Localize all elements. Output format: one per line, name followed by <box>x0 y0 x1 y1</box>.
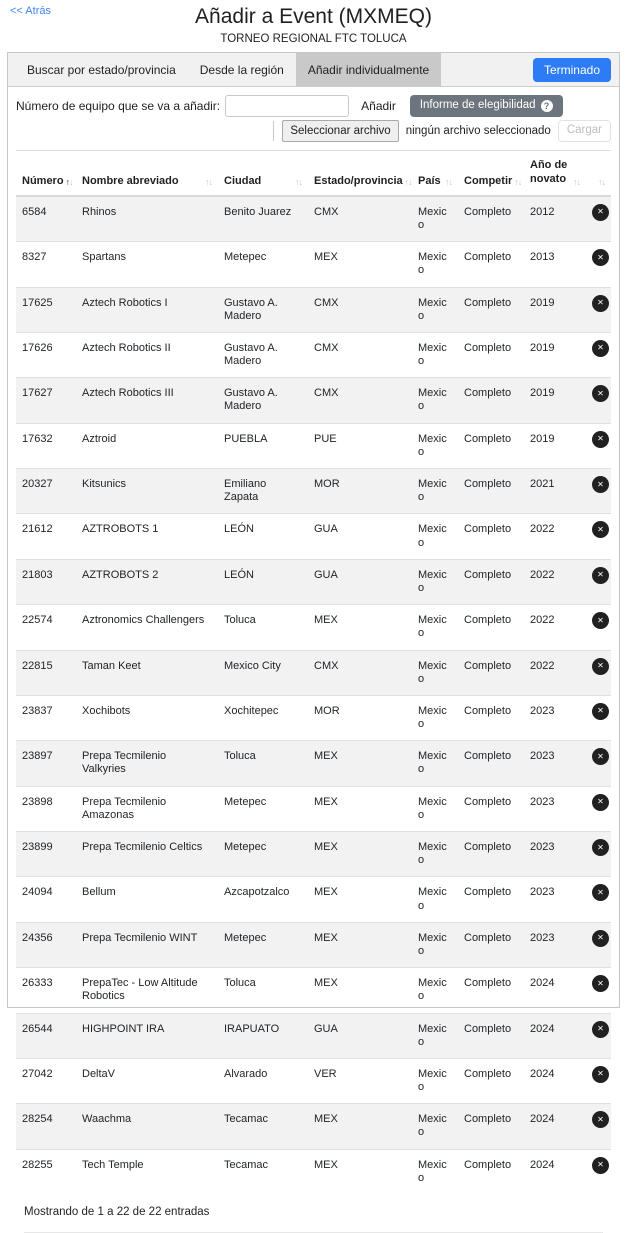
team-name-cell: Prepa Tecmilenio Valkyries <box>76 741 218 786</box>
remove-cell <box>586 922 611 967</box>
team-city-cell: Gustavo A. Madero <box>218 332 308 377</box>
remove-team-button[interactable]: ✕ <box>592 521 609 538</box>
remove-cell <box>586 1058 611 1103</box>
page-title: Añadir a Event (MXMEQ) <box>195 5 432 28</box>
team-state-cell: MEX <box>308 1104 412 1149</box>
team-city-cell: Toluca <box>218 741 308 786</box>
team-number-cell: 23837 <box>16 695 76 740</box>
team-city-cell: Toluca <box>218 968 308 1013</box>
team-country-cell: Mexico <box>412 1149 458 1194</box>
remove-cell <box>586 832 611 877</box>
team-state-cell: CMX <box>308 196 412 242</box>
team-state-cell: CMX <box>308 332 412 377</box>
remove-team-button[interactable]: ✕ <box>592 794 609 811</box>
team-number-cell: 22574 <box>16 605 76 650</box>
team-state-cell: MEX <box>308 832 412 877</box>
team-city-cell: Gustavo A. Madero <box>218 287 308 332</box>
team-number-cell: 22815 <box>16 650 76 695</box>
remove-team-button[interactable]: ✕ <box>592 612 609 629</box>
team-row <box>16 605 611 650</box>
team-row <box>16 242 611 287</box>
team-rookie-year-cell: 2024 <box>524 1058 586 1103</box>
page-header <box>0 0 627 45</box>
team-state-cell: PUE <box>308 423 412 468</box>
team-rookie-year-cell: 2023 <box>524 922 586 967</box>
team-row <box>16 469 611 514</box>
team-number-cell: 8327 <box>16 242 76 287</box>
team-state-cell: CMX <box>308 650 412 695</box>
team-country-cell: Mexico <box>412 922 458 967</box>
team-row <box>16 196 611 242</box>
team-city-cell: Tecamac <box>218 1149 308 1194</box>
team-number-cell: 23899 <box>16 832 76 877</box>
team-state-cell: MEX <box>308 786 412 831</box>
team-country-cell: Mexico <box>412 242 458 287</box>
team-rookie-year-cell: 2023 <box>524 695 586 740</box>
column-header-rookie-year[interactable] <box>524 151 586 196</box>
team-rookie-year-cell: 2024 <box>524 1013 586 1058</box>
remove-team-button[interactable]: ✕ <box>592 340 609 357</box>
remove-cell <box>586 650 611 695</box>
teams-table <box>16 150 611 1194</box>
remove-team-button[interactable]: ✕ <box>592 975 609 992</box>
column-label: Ciudad <box>224 174 262 187</box>
team-number-cell: 21803 <box>16 559 76 604</box>
team-rookie-year-cell: 2021 <box>524 469 586 514</box>
team-rookie-year-cell: 2023 <box>524 786 586 831</box>
remove-team-button[interactable]: ✕ <box>592 204 609 221</box>
vertical-divider <box>273 121 274 141</box>
tab-bar <box>8 53 619 87</box>
team-name-cell: Prepa Tecmilenio Amazonas <box>76 786 218 831</box>
team-country-cell: Mexico <box>412 877 458 922</box>
team-row <box>16 832 611 877</box>
team-name-cell: Aztronomics Challengers <box>76 605 218 650</box>
team-number-cell: 26544 <box>16 1013 76 1058</box>
team-state-cell: CMX <box>308 287 412 332</box>
team-state-cell: MEX <box>308 1149 412 1194</box>
team-number-cell: 24094 <box>16 877 76 922</box>
eligibility-report-button[interactable] <box>410 95 563 117</box>
column-header-name[interactable] <box>76 151 218 196</box>
remove-cell <box>586 1013 611 1058</box>
remove-cell <box>586 423 611 468</box>
remove-team-button[interactable]: ✕ <box>592 1066 609 1083</box>
team-compete-cell: Completo <box>458 514 524 559</box>
remove-cell <box>586 741 611 786</box>
team-country-cell: Mexico <box>412 332 458 377</box>
column-header-city[interactable] <box>218 151 308 196</box>
remove-team-button[interactable]: ✕ <box>592 884 609 901</box>
team-city-cell: Tecamac <box>218 1104 308 1149</box>
remove-cell <box>586 287 611 332</box>
remove-cell <box>586 514 611 559</box>
remove-team-button[interactable]: ✕ <box>592 839 609 856</box>
team-compete-cell: Completo <box>458 423 524 468</box>
column-header-actions[interactable] <box>586 151 611 196</box>
event-name-subtitle: TORNEO REGIONAL FTC TOLUCA <box>220 33 407 46</box>
team-country-cell: Mexico <box>412 1104 458 1149</box>
back-link[interactable]: << Atrás <box>10 5 51 17</box>
remove-team-button[interactable]: ✕ <box>592 930 609 947</box>
team-city-cell: Metepec <box>218 786 308 831</box>
team-country-cell: Mexico <box>412 832 458 877</box>
team-number-cell: 17625 <box>16 287 76 332</box>
team-city-cell: Azcapotzalco <box>218 877 308 922</box>
team-name-cell: Tech Temple <box>76 1149 218 1194</box>
sort-arrows-icon: ↑↓ <box>598 176 605 187</box>
tab-add-individually[interactable]: Añadir individualmente <box>296 53 441 86</box>
team-name-cell: AZTROBOTS 2 <box>76 559 218 604</box>
team-number-cell: 27042 <box>16 1058 76 1103</box>
team-row <box>16 1149 611 1194</box>
team-compete-cell: Completo <box>458 1149 524 1194</box>
team-country-cell: Mexico <box>412 559 458 604</box>
remove-team-button[interactable]: ✕ <box>592 476 609 493</box>
team-number-label: Número de equipo que se va a añadir: <box>16 99 221 114</box>
team-city-cell: Metepec <box>218 242 308 287</box>
team-name-cell: Kitsunics <box>76 469 218 514</box>
tab-search-by-state[interactable]: Buscar por estado/provincia <box>27 62 176 77</box>
team-number-cell: 23898 <box>16 786 76 831</box>
team-name-cell: Aztech Robotics I <box>76 287 218 332</box>
column-label: Estado/provincia <box>314 174 403 187</box>
team-name-cell: Taman Keet <box>76 650 218 695</box>
team-country-cell: Mexico <box>412 514 458 559</box>
remove-cell <box>586 469 611 514</box>
team-name-cell: Aztroid <box>76 423 218 468</box>
team-compete-cell: Completo <box>458 741 524 786</box>
team-row <box>16 514 611 559</box>
team-compete-cell: Completo <box>458 1058 524 1103</box>
team-number-cell: 24356 <box>16 922 76 967</box>
remove-team-button[interactable]: ✕ <box>592 567 609 584</box>
team-state-cell: VER <box>308 1058 412 1103</box>
team-country-cell: Mexico <box>412 968 458 1013</box>
remove-team-button[interactable]: ✕ <box>592 658 609 675</box>
team-country-cell: Mexico <box>412 423 458 468</box>
add-team-button[interactable]: Añadir <box>361 99 396 114</box>
team-number-cell: 26333 <box>16 968 76 1013</box>
team-name-cell: Bellum <box>76 877 218 922</box>
team-city-cell: Metepec <box>218 832 308 877</box>
remove-cell <box>586 695 611 740</box>
team-number-cell: 28255 <box>16 1149 76 1194</box>
sort-arrows-icon: ↑↓ <box>65 176 73 187</box>
sort-arrows-icon: ↑↓ <box>404 176 412 187</box>
team-compete-cell: Completo <box>458 469 524 514</box>
team-state-cell: GUA <box>308 514 412 559</box>
file-upload-row <box>16 120 611 142</box>
team-rookie-year-cell: 2022 <box>524 650 586 695</box>
team-name-cell: Aztech Robotics II <box>76 332 218 377</box>
team-number-cell: 21612 <box>16 514 76 559</box>
team-country-cell: Mexico <box>412 695 458 740</box>
team-row <box>16 378 611 423</box>
team-name-cell: Prepa Tecmilenio Celtics <box>76 832 218 877</box>
team-compete-cell: Completo <box>458 559 524 604</box>
team-city-cell: Xochitepec <box>218 695 308 740</box>
team-name-cell: PrepaTec - Low Altitude Robotics <box>76 968 218 1013</box>
team-city-cell: Alvarado <box>218 1058 308 1103</box>
team-compete-cell: Completo <box>458 695 524 740</box>
team-compete-cell: Completo <box>458 1104 524 1149</box>
team-country-cell: Mexico <box>412 196 458 242</box>
remove-team-button[interactable]: ✕ <box>592 748 609 765</box>
team-compete-cell: Completo <box>458 605 524 650</box>
team-country-cell: Mexico <box>412 786 458 831</box>
team-rookie-year-cell: 2013 <box>524 242 586 287</box>
remove-cell <box>586 378 611 423</box>
team-rookie-year-cell: 2024 <box>524 1149 586 1194</box>
team-number-cell: 20327 <box>16 469 76 514</box>
team-compete-cell: Completo <box>458 922 524 967</box>
team-rookie-year-cell: 2024 <box>524 968 586 1013</box>
remove-cell <box>586 968 611 1013</box>
team-country-cell: Mexico <box>412 1013 458 1058</box>
team-name-cell: AZTROBOTS 1 <box>76 514 218 559</box>
sort-arrows-icon: ↑↓ <box>445 176 452 187</box>
question-circle-icon: ? <box>541 100 553 112</box>
team-rookie-year-cell: 2019 <box>524 332 586 377</box>
column-label: Nombre abreviado <box>82 174 179 187</box>
team-row <box>16 1104 611 1149</box>
team-compete-cell: Completo <box>458 1013 524 1058</box>
done-button[interactable]: Terminado <box>533 58 611 82</box>
team-city-cell: Metepec <box>218 922 308 967</box>
sort-arrows-icon: ↑↓ <box>573 176 580 187</box>
team-row <box>16 559 611 604</box>
team-name-cell: Waachma <box>76 1104 218 1149</box>
remove-cell <box>586 559 611 604</box>
remove-cell <box>586 332 611 377</box>
team-name-cell: Prepa Tecmilenio WINT <box>76 922 218 967</box>
team-city-cell: Emiliano Zapata <box>218 469 308 514</box>
remove-cell <box>586 877 611 922</box>
team-compete-cell: Completo <box>458 196 524 242</box>
remove-team-button[interactable]: ✕ <box>592 385 609 402</box>
team-row <box>16 786 611 831</box>
team-name-cell: Aztech Robotics III <box>76 378 218 423</box>
team-city-cell: Toluca <box>218 605 308 650</box>
remove-cell <box>586 242 611 287</box>
team-city-cell: Gustavo A. Madero <box>218 378 308 423</box>
team-state-cell: GUA <box>308 559 412 604</box>
team-country-cell: Mexico <box>412 287 458 332</box>
team-name-cell: Rhinos <box>76 196 218 242</box>
choose-file-button[interactable]: Seleccionar archivo <box>282 120 398 142</box>
team-country-cell: Mexico <box>412 1058 458 1103</box>
remove-team-button[interactable]: ✕ <box>592 249 609 266</box>
team-rookie-year-cell: 2019 <box>524 378 586 423</box>
team-state-cell: MEX <box>308 741 412 786</box>
team-country-cell: Mexico <box>412 741 458 786</box>
column-header-number[interactable] <box>16 151 76 196</box>
remove-cell <box>586 1149 611 1194</box>
column-label: Año de novato <box>530 159 568 186</box>
team-city-cell: LEÓN <box>218 559 308 604</box>
table-entries-summary: Mostrando de 1 a 22 de 22 entradas <box>24 1206 210 1219</box>
remove-cell <box>586 605 611 650</box>
team-compete-cell: Completo <box>458 877 524 922</box>
sort-arrows-icon: ↑↓ <box>295 176 302 187</box>
team-name-cell: HIGHPOINT IRA <box>76 1013 218 1058</box>
team-country-cell: Mexico <box>412 378 458 423</box>
team-number-cell: 6584 <box>16 196 76 242</box>
team-state-cell: CMX <box>308 378 412 423</box>
team-country-cell: Mexico <box>412 605 458 650</box>
team-compete-cell: Completo <box>458 650 524 695</box>
team-city-cell: LEÓN <box>218 514 308 559</box>
team-rookie-year-cell: 2022 <box>524 559 586 604</box>
column-label: País <box>418 174 441 187</box>
team-rookie-year-cell: 2019 <box>524 423 586 468</box>
team-rookie-year-cell: 2022 <box>524 514 586 559</box>
team-city-cell: Benito Juarez <box>218 196 308 242</box>
remove-cell <box>586 786 611 831</box>
add-team-form <box>16 95 611 117</box>
team-name-cell: Spartans <box>76 242 218 287</box>
sort-arrows-icon: ↑↓ <box>514 176 522 187</box>
file-status-text: ningún archivo seleccionado <box>405 125 551 138</box>
team-row <box>16 287 611 332</box>
team-number-cell: 17627 <box>16 378 76 423</box>
team-row <box>16 332 611 377</box>
team-compete-cell: Completo <box>458 242 524 287</box>
team-row <box>16 650 611 695</box>
team-compete-cell: Completo <box>458 786 524 831</box>
team-city-cell: PUEBLA <box>218 423 308 468</box>
team-state-cell: MOR <box>308 695 412 740</box>
team-rookie-year-cell: 2023 <box>524 832 586 877</box>
remove-cell <box>586 1104 611 1149</box>
teams-table-body <box>16 196 611 1194</box>
team-state-cell: MOR <box>308 469 412 514</box>
team-row <box>16 741 611 786</box>
team-number-cell: 28254 <box>16 1104 76 1149</box>
team-number-cell: 17626 <box>16 332 76 377</box>
teams-table-header <box>16 151 611 196</box>
team-row <box>16 423 611 468</box>
team-number-cell: 17632 <box>16 423 76 468</box>
eligibility-report-label: Informe de elegibilidad <box>419 99 536 112</box>
team-name-cell: DeltaV <box>76 1058 218 1103</box>
team-country-cell: Mexico <box>412 469 458 514</box>
column-label: Número <box>22 174 64 187</box>
team-row <box>16 968 611 1013</box>
team-state-cell: GUA <box>308 1013 412 1058</box>
team-compete-cell: Completo <box>458 968 524 1013</box>
column-header-compete[interactable] <box>458 151 524 196</box>
team-state-cell: MEX <box>308 922 412 967</box>
add-teams-panel <box>7 52 620 1219</box>
team-rookie-year-cell: 2012 <box>524 196 586 242</box>
team-row <box>16 922 611 967</box>
team-compete-cell: Completo <box>458 378 524 423</box>
remove-team-button[interactable]: ✕ <box>592 1111 609 1128</box>
remove-team-button[interactable]: ✕ <box>592 431 609 448</box>
team-row <box>16 1013 611 1058</box>
team-row <box>16 695 611 740</box>
remove-team-button[interactable]: ✕ <box>592 295 609 312</box>
team-rookie-year-cell: 2023 <box>524 877 586 922</box>
team-number-cell: 23897 <box>16 741 76 786</box>
team-city-cell: IRAPUATO <box>218 1013 308 1058</box>
team-rookie-year-cell: 2022 <box>524 605 586 650</box>
team-state-cell: MEX <box>308 877 412 922</box>
team-state-cell: MEX <box>308 605 412 650</box>
team-country-cell: Mexico <box>412 650 458 695</box>
sort-arrows-icon: ↑↓ <box>205 176 212 187</box>
team-rookie-year-cell: 2023 <box>524 741 586 786</box>
column-header-country[interactable] <box>412 151 458 196</box>
team-state-cell: MEX <box>308 242 412 287</box>
team-row <box>16 1058 611 1103</box>
team-city-cell: Mexico City <box>218 650 308 695</box>
team-row <box>16 877 611 922</box>
team-number-input[interactable] <box>225 95 349 117</box>
team-state-cell: MEX <box>308 968 412 1013</box>
team-compete-cell: Completo <box>458 832 524 877</box>
tab-from-region[interactable]: Desde la región <box>199 62 284 77</box>
column-label: Competir <box>464 174 513 187</box>
upload-button[interactable]: Cargar <box>558 120 611 142</box>
remove-team-button[interactable]: ✕ <box>592 1157 609 1174</box>
team-compete-cell: Completo <box>458 332 524 377</box>
remove-team-button[interactable]: ✕ <box>592 1021 609 1038</box>
column-header-state[interactable] <box>308 151 412 196</box>
team-rookie-year-cell: 2024 <box>524 1104 586 1149</box>
remove-cell <box>586 196 611 242</box>
remove-team-button[interactable]: ✕ <box>592 703 609 720</box>
team-name-cell: Xochibots <box>76 695 218 740</box>
team-compete-cell: Completo <box>458 287 524 332</box>
team-rookie-year-cell: 2019 <box>524 287 586 332</box>
